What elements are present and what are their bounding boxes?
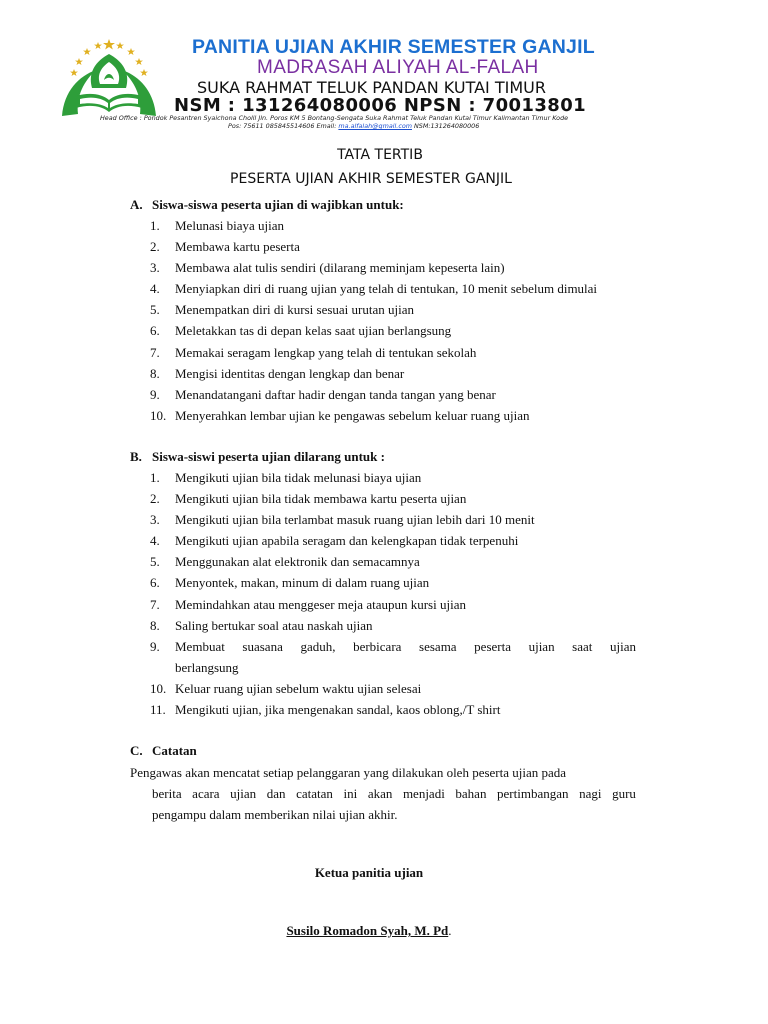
item-number: 3. [150,260,160,276]
item-text: Menempatkan diri di kursi sesuai urutan ujian [175,302,415,318]
address-nsm: NSM:131264080006 [411,122,480,130]
notes-word: ujian [230,786,257,801]
item-text: Memakai seragam lengkap yang telah di tentukan sekolah [175,344,477,360]
signatory-suffix: . [448,923,452,938]
item-text: Menyerahkan lembar ujian ke pengawas sebelum keluar ruang ujian [175,407,530,423]
item-number: 8. [150,617,160,633]
notes-word: guru [612,786,636,801]
item-text: Menyontek, makan, minum di dalam ruang ujian [175,575,430,591]
document-subtitle: PESERTA UJIAN AKHIR SEMESTER GANJIL [230,171,512,187]
item-number: 10. [150,680,167,696]
list-item [150,215,640,236]
list-item [150,320,640,341]
section-c-heading [130,743,197,759]
item-word: sesama [419,638,457,654]
list-item [150,551,640,572]
item-number: 8. [150,365,160,381]
email-link[interactable]: ma.alfalah@gmail.com [338,122,412,130]
section-letter: A. [130,197,143,212]
item-word: ujian [528,638,555,654]
item-number: 9. [150,386,160,402]
item-text: Membawa alat tulis sendiri (dilarang meminjam kepeserta lain) [175,260,505,276]
item-number: 2. [150,491,160,507]
item-text: Membawa kartu peserta [175,239,300,255]
item-text: Mengikuti ujian bila tidak membawa kartu peserta ujian [175,491,467,507]
item-number: 10. [150,407,167,423]
item-number: 4. [150,281,160,297]
section-heading-text: Siswa-siswa peserta ujian di wajibkan untuk: [152,197,404,212]
item-word: saat [572,638,593,654]
notes-word: pertimbangan [497,786,569,801]
item-word: suasana [242,638,283,654]
school-name: MADRASAH ALIYAH AL-FALAH [257,57,539,78]
item-text: Menggunakan alat elektronik dan semacamnya [175,554,420,570]
list-item [150,405,640,426]
document-title: TATA TERTIB [337,147,423,163]
section-letter: C. [130,743,143,758]
section-a-heading [130,197,404,213]
list-item [150,615,640,636]
item-text-continuation: berlangsung [175,659,239,675]
notes-line-2 [130,783,636,804]
item-text: Mengikuti ujian apabila seragam dan kelengkapan tidak terpenuhi [175,533,519,549]
item-text: Menandatangani daftar hadir dengan tanda tangan yang benar [175,386,496,402]
notes-word: bahan [455,786,487,801]
list-item [150,236,640,257]
item-word: peserta [474,638,511,654]
list-item [150,572,640,593]
item-text: Memindahkan atau menggeser meja ataupun kursi ujian [175,596,466,612]
item-number: 7. [150,344,160,360]
section-b-heading [130,449,385,465]
address-line-2 [228,122,479,130]
notes-word: akan [367,786,393,801]
notes-word: catatan [296,786,333,801]
notes-word: acara [192,786,220,801]
school-location: SUKA RAHMAT TELUK PANDAN KUTAI TIMUR [197,78,546,97]
list-item [150,509,640,530]
item-text: Mengikuti ujian bila tidak melunasi biaya ujian [175,470,422,485]
section-letter: B. [130,449,142,464]
signature-name [0,923,753,939]
section-heading-text: Catatan [152,743,197,758]
address-line-1: Head Office : Pondok Pesantren Syaichona Cholil Jln. Poros KM 5 Bontang-Sengata Suka Rahmat Teluk Pandan Kutai Timur Kalimantan Timur Kode [100,114,569,122]
item-text: Keluar ruang ujian sebelum waktu ujian selesai [175,680,422,696]
item-text: Meletakkan tas di depan kelas saat ujian berlangsung [175,323,452,339]
madrasah-emblem-icon [54,36,164,122]
list-item [150,699,640,720]
item-number: 1. [150,470,160,485]
list-item [150,594,640,615]
item-number: 5. [150,302,160,318]
notes-word: berita [152,786,182,801]
list-item [150,257,640,278]
item-text: Mengikuti ujian bila terlambat masuk ruang ujian lebih dari 10 menit [175,512,535,528]
item-number: 3. [150,512,160,528]
item-text: Mengisi identitas dengan lengkap dan benar [175,365,405,381]
item-word: berbicara [353,638,402,654]
list-item [150,299,640,320]
item-number: 6. [150,323,160,339]
notes-line-1: Pengawas akan mencatat setiap pelanggaran yang dilakukan oleh peserta ujian pada [130,765,567,780]
notes-word: ini [343,786,358,801]
section-heading-text: Siswa-siswi peserta ujian dilarang untuk : [152,449,385,464]
item-word: ujian [609,638,636,654]
item-text: Menyiapkan diri di ruang ujian yang telah di tentukan, 10 menit sebelum dimulai [175,281,598,297]
item-number: 4. [150,533,160,549]
list-item [150,363,640,384]
notes-line-3: pengampu dalam memberikan nilai ujian akhir. [152,807,398,822]
item-number: 11. [150,702,166,718]
list-item [150,467,640,488]
list-item [150,636,640,678]
notes-paragraph [130,762,636,825]
list-item [150,384,640,405]
signature-title: Ketua panitia ujian [314,865,424,880]
list-item [150,488,640,509]
item-number: 7. [150,596,160,612]
list-item [150,678,640,699]
notes-word: menjadi [402,786,445,801]
item-text: Mengikuti ujian, jika mengenakan sandal, kaos oblong,/T shirt [175,702,501,718]
list-item [150,342,640,363]
item-number: 6. [150,575,160,591]
section-b-list [150,467,640,720]
section-a-list [150,215,640,426]
item-word: Membuat [175,638,225,654]
list-item [150,278,640,299]
item-text [175,636,636,657]
letterhead [0,0,768,140]
item-number: 5. [150,554,160,570]
notes-word: dan [266,786,286,801]
notes-word: nagi [579,786,602,801]
address-contact: Pos: 75611 085845514606 Email: [228,122,339,130]
item-number: 9. [150,638,160,654]
committee-name: PANITIA UJIAN AKHIR SEMESTER GANJIL [192,36,595,58]
list-item [150,530,640,551]
signatory-name: Susilo Romadon Syah, M. Pd [286,923,449,938]
item-text: Melunasi biaya ujian [175,218,285,233]
item-text: Saling bertukar soal atau naskah ujian [175,617,373,633]
item-number: 1. [150,218,160,233]
school-ids: NSM : 131264080006 NPSN : 70013801 [174,95,587,116]
item-word: gaduh, [300,638,336,654]
item-number: 2. [150,239,160,255]
